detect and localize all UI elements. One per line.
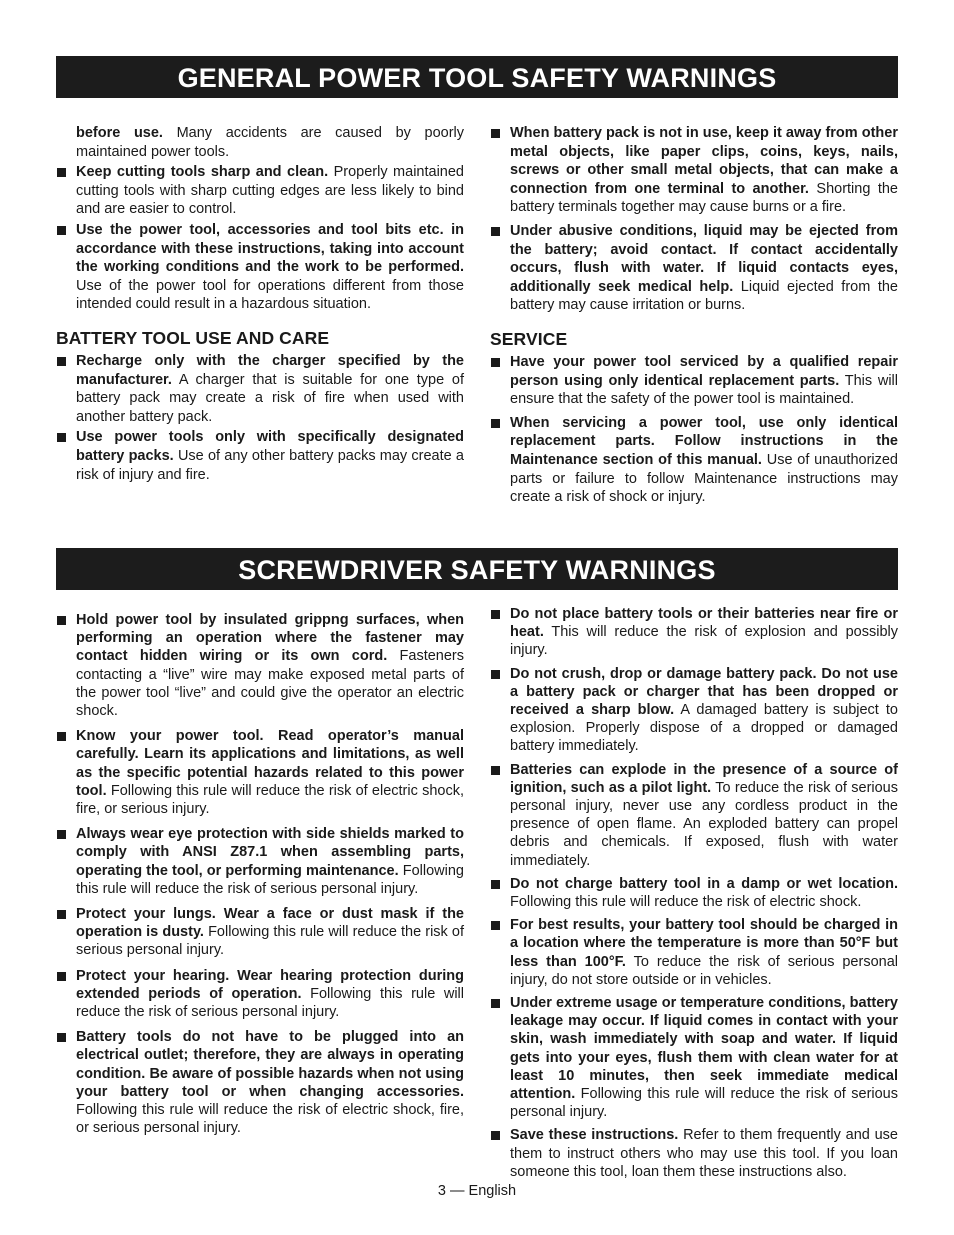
list-item: Do not crush, drop or damage battery pack. Do not use a battery pack or charger that has been dropped or received a sharp blow. A damaged battery is subject to explosion. Properly dispose of a dropped or damaged battery immediately. <box>490 665 898 756</box>
list-item: Use power tools only with specifically designated battery packs. Use of any other battery packs may create a risk of injury and fire. <box>56 428 464 484</box>
general-safety-title: GENERAL POWER TOOL SAFETY WARNINGS <box>177 62 777 93</box>
list-item: Under abusive conditions, liquid may be ejected from the battery; avoid contact. If contact accidentally occurs, flush with water. If liquid contacts eyes, additionally seek medical help. Liquid ejected from the battery may cause irritation or burns. <box>490 222 898 315</box>
list-item: Save these instructions. Refer to them frequently and use them to instruct others who may use this tool. If you loan someone this tool, loan them these instructions also. <box>490 1126 898 1181</box>
list-item: Use the power tool, accessories and tool bits etc. in accordance with these instructions, taking into account the working conditions and the work to be performed. Use of the power tool for operations different from those intended could result in a hazardous situation. <box>56 221 464 314</box>
screwdriver-safety-banner <box>56 548 898 590</box>
screwdriver-safety-title: SCREWDRIVER SAFETY WARNINGS <box>238 554 716 585</box>
square-bullet-icon <box>491 999 500 1008</box>
screwdriver-right-column <box>490 605 898 1183</box>
list-item: Under extreme usage or temperature conditions, battery leakage may occur. If liquid comes in contact with your skin, wash immediately with soap and water. If liquid gets into your eyes, flush them with clean water for at least 10 minutes, then seek immediate medical attention. Following this rule will reduce the risk of serious personal injury. <box>490 994 898 1121</box>
list-item: Keep cutting tools sharp and clean. Properly maintained cutting tools with sharp cutting edges are less likely to bind and are easier to control. <box>56 163 464 219</box>
square-bullet-icon <box>491 1131 500 1140</box>
list-item: Battery tools do not have to be plugged into an electrical outlet; therefore, they are always in operating condition. Be aware of possible hazards when not using your battery tool or when changing accessories. Following this rule will reduce the risk of electric shock, fire, or serious personal injury. <box>56 1028 464 1137</box>
page-footer: 3 — English <box>437 1183 517 1199</box>
general-safety-banner <box>56 56 898 98</box>
list-item: Protect your hearing. Wear hearing protection during extended periods of operation. Following this rule will reduce the risk of serious personal injury. <box>56 967 464 1022</box>
square-bullet-icon <box>491 227 500 236</box>
square-bullet-icon <box>491 419 500 428</box>
general-left-column <box>56 124 464 486</box>
square-bullet-icon <box>57 910 66 919</box>
square-bullet-icon <box>57 226 66 235</box>
square-bullet-icon <box>491 880 500 889</box>
square-bullet-icon <box>57 616 66 625</box>
square-bullet-icon <box>491 766 500 775</box>
general-right-column <box>490 124 898 509</box>
square-bullet-icon <box>491 610 500 619</box>
list-item: Hold power tool by insulated grippng surfaces, when performing an operation where the fastener may contact hidden wiring or its own cord. Fasteners contacting a “live” wire may make exposed metal parts of the power tool “live” and could give the operator an electric shock. <box>56 611 464 720</box>
square-bullet-icon <box>491 921 500 930</box>
square-bullet-icon <box>57 732 66 741</box>
list-item: Do not charge battery tool in a damp or wet location. Following this rule will reduce the risk of electric shock. <box>490 875 898 911</box>
square-bullet-icon <box>491 358 500 367</box>
list-item: For best results, your battery tool should be charged in a location where the temperature is more than 50°F but less than 100°F. To reduce the risk of serious personal injury, do not store outside or in vehicles. <box>490 916 898 989</box>
square-bullet-icon <box>491 670 500 679</box>
square-bullet-icon <box>57 1033 66 1042</box>
list-item: Always wear eye protection with side shields marked to comply with ANSI Z87.1 when assembling parts, operating the tool, or performing maintenance. Following this rule will reduce the risk of serious personal injury. <box>56 825 464 898</box>
square-bullet-icon <box>57 168 66 177</box>
battery-section-heading: BATTERY TOOL USE AND CARE <box>56 327 330 348</box>
screwdriver-left-column <box>56 611 464 1139</box>
list-item: Recharge only with the charger specified by the manufacturer. A charger that is suitable for one type of battery pack may create a risk of fire when used with another battery pack. <box>56 352 464 426</box>
list-item: Have your power tool serviced by a qualified repair person using only identical replacement parts. This will ensure that the safety of the power tool is maintained. <box>490 353 898 409</box>
list-item: Know your power tool. Read operator’s manual carefully. Learn its applications and limitations, as well as the specific potential hazards related to this power tool. Following this rule will reduce the risk of electric shock, fire, or serious injury. <box>56 727 464 818</box>
list-item: before use. Many accidents are caused by poorly maintained power tools. <box>76 125 465 160</box>
square-bullet-icon <box>57 972 66 981</box>
list-item: When battery pack is not in use, keep it away from other metal objects, like paper clips, coins, keys, nails, screws or other small metal objects, that can make a connection from one terminal to another. Shorting the battery terminals together may cause burns or a fire. <box>490 124 898 217</box>
square-bullet-icon <box>57 830 66 839</box>
list-item: When servicing a power tool, use only identical replacement parts. Follow instructions in the Maintenance section of this manual. Use of unauthorized parts or failure to follow Maintenance instructions may create a risk of shock or injury. <box>490 414 898 507</box>
service-section-heading: SERVICE <box>490 328 568 349</box>
square-bullet-icon <box>57 357 66 366</box>
list-item: Do not place battery tools or their batteries near fire or heat. This will reduce the risk of explosion and possibly injury. <box>490 605 898 660</box>
list-item: Batteries can explode in the presence of a source of ignition, such as a pilot light. To reduce the risk of serious personal injury, never use any cordless product in the presence of open flame. An exploded battery can propel debris and chemicals. If exposed, flush with water immediately. <box>490 761 898 870</box>
list-item: Protect your lungs. Wear a face or dust mask if the operation is dusty. Following this rule will reduce the risk of serious personal injury. <box>56 905 464 960</box>
square-bullet-icon <box>491 129 500 138</box>
square-bullet-icon <box>57 433 66 442</box>
